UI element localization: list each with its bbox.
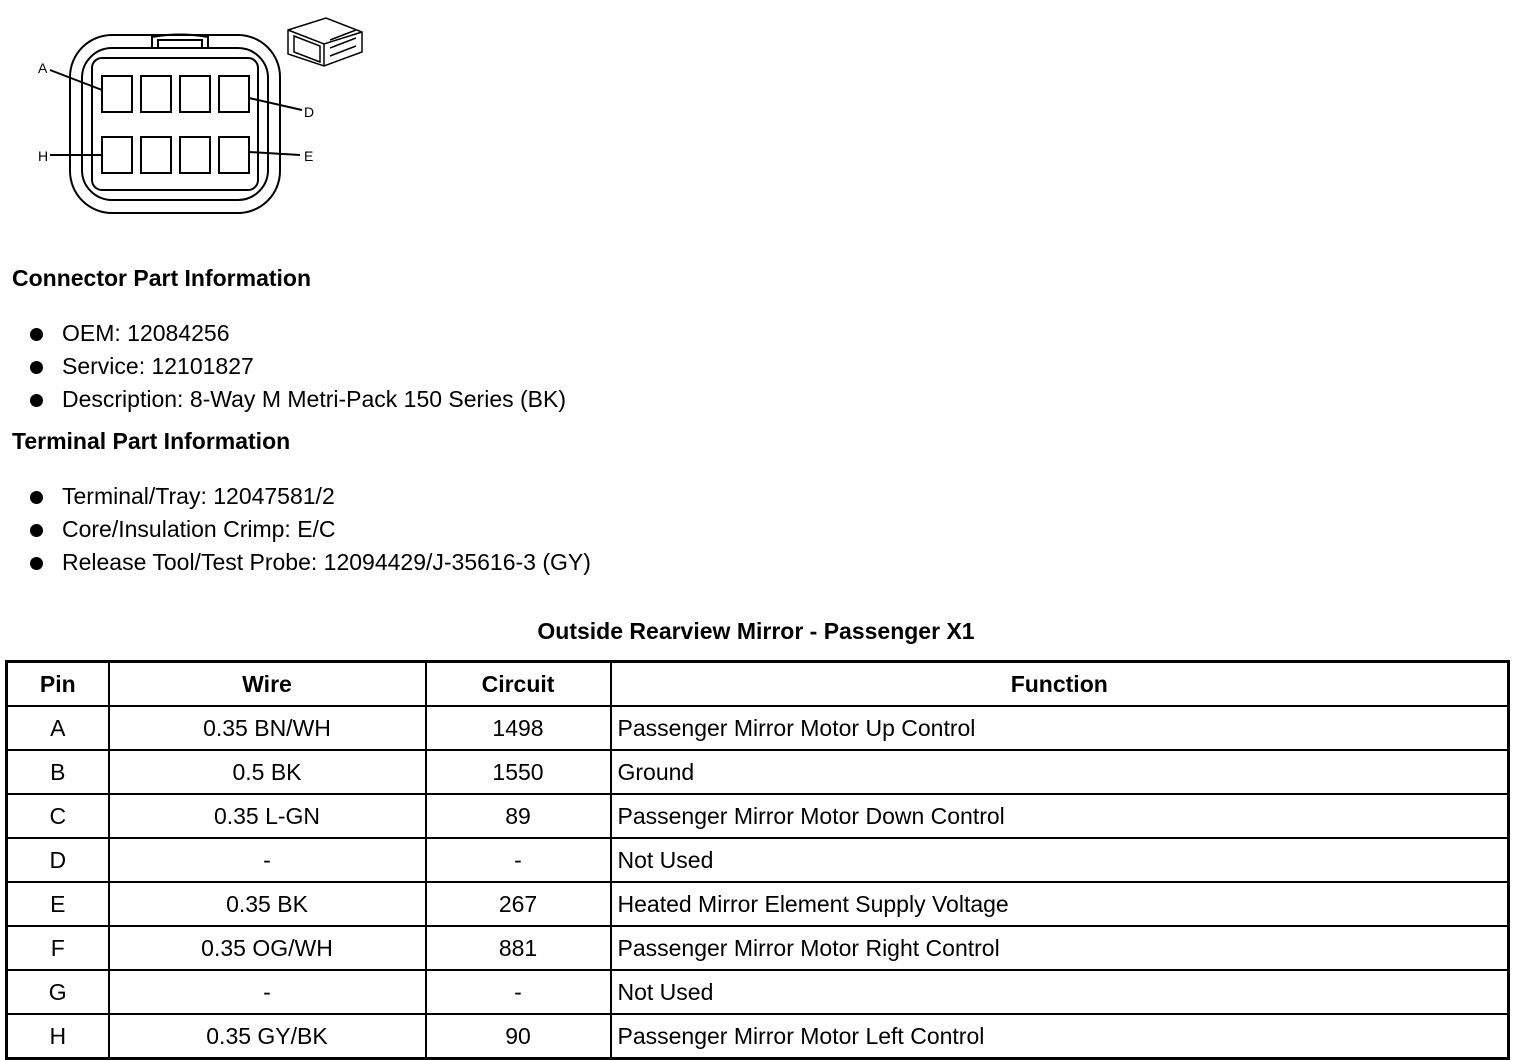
cell-circuit: 267 (426, 882, 611, 926)
cell-function: Heated Mirror Element Supply Voltage (611, 882, 1509, 926)
table-row (7, 926, 1509, 970)
connector-face-diagram (30, 10, 380, 225)
cell-pin: E (7, 882, 109, 926)
cell-circuit: 1498 (426, 706, 611, 750)
list-item: OEM: 12084256 (28, 317, 566, 350)
table-row (7, 1014, 1509, 1059)
cell-pin: H (7, 1014, 109, 1059)
connector-isometric-icon (288, 18, 362, 66)
header-circuit: Circuit (426, 662, 611, 707)
cell-wire: 0.5 BK (109, 750, 426, 794)
cell-circuit: 1550 (426, 750, 611, 794)
cell-pin: B (7, 750, 109, 794)
cell-pin: G (7, 970, 109, 1014)
header-pin: Pin (7, 662, 109, 707)
cell-wire: 0.35 OG/WH (109, 926, 426, 970)
pin-label-a: A (38, 60, 48, 76)
pin-label-d: D (304, 104, 315, 120)
cell-wire: 0.35 BN/WH (109, 706, 426, 750)
cell-function: Passenger Mirror Motor Left Control (611, 1014, 1509, 1059)
connector-part-list (28, 317, 566, 416)
cell-pin: A (7, 706, 109, 750)
cell-wire: - (109, 970, 426, 1014)
table-row (7, 970, 1509, 1014)
list-item: Service: 12101827 (28, 350, 566, 383)
cell-function: Not Used (611, 838, 1509, 882)
cell-circuit: 89 (426, 794, 611, 838)
cell-wire: 0.35 L-GN (109, 794, 426, 838)
pinout-table (5, 660, 1510, 1060)
header-wire: Wire (109, 662, 426, 707)
cell-wire: 0.35 BK (109, 882, 426, 926)
pin-label-e: E (304, 148, 314, 164)
connector-part-heading: Connector Part Information (12, 265, 312, 291)
table-row (7, 794, 1509, 838)
cell-pin: F (7, 926, 109, 970)
cell-circuit: - (426, 838, 611, 882)
table-row (7, 706, 1509, 750)
cell-function: Not Used (611, 970, 1509, 1014)
table-header-row (7, 662, 1509, 707)
cell-function: Passenger Mirror Motor Down Control (611, 794, 1509, 838)
table-row (7, 882, 1509, 926)
list-item: Description: 8-Way M Metri-Pack 150 Series (BK) (28, 383, 566, 416)
terminal-part-heading: Terminal Part Information (12, 428, 291, 454)
pin-label-h: H (38, 148, 49, 164)
header-function: Function (611, 662, 1509, 707)
cell-pin: D (7, 838, 109, 882)
table-title: Outside Rearview Mirror - Passenger X1 (537, 618, 975, 644)
cell-function: Passenger Mirror Motor Right Control (611, 926, 1509, 970)
cell-function: Ground (611, 750, 1509, 794)
cell-wire: - (109, 838, 426, 882)
cell-circuit: - (426, 970, 611, 1014)
list-item: Core/Insulation Crimp: E/C (28, 513, 591, 546)
list-item: Terminal/Tray: 12047581/2 (28, 480, 591, 513)
cell-pin: C (7, 794, 109, 838)
cell-wire: 0.35 GY/BK (109, 1014, 426, 1059)
table-row (7, 750, 1509, 794)
table-row (7, 838, 1509, 882)
cell-circuit: 90 (426, 1014, 611, 1059)
list-item: Release Tool/Test Probe: 12094429/J-35616-3 (GY) (28, 546, 591, 579)
terminal-part-list (28, 480, 591, 579)
cell-circuit: 881 (426, 926, 611, 970)
cell-function: Passenger Mirror Motor Up Control (611, 706, 1509, 750)
